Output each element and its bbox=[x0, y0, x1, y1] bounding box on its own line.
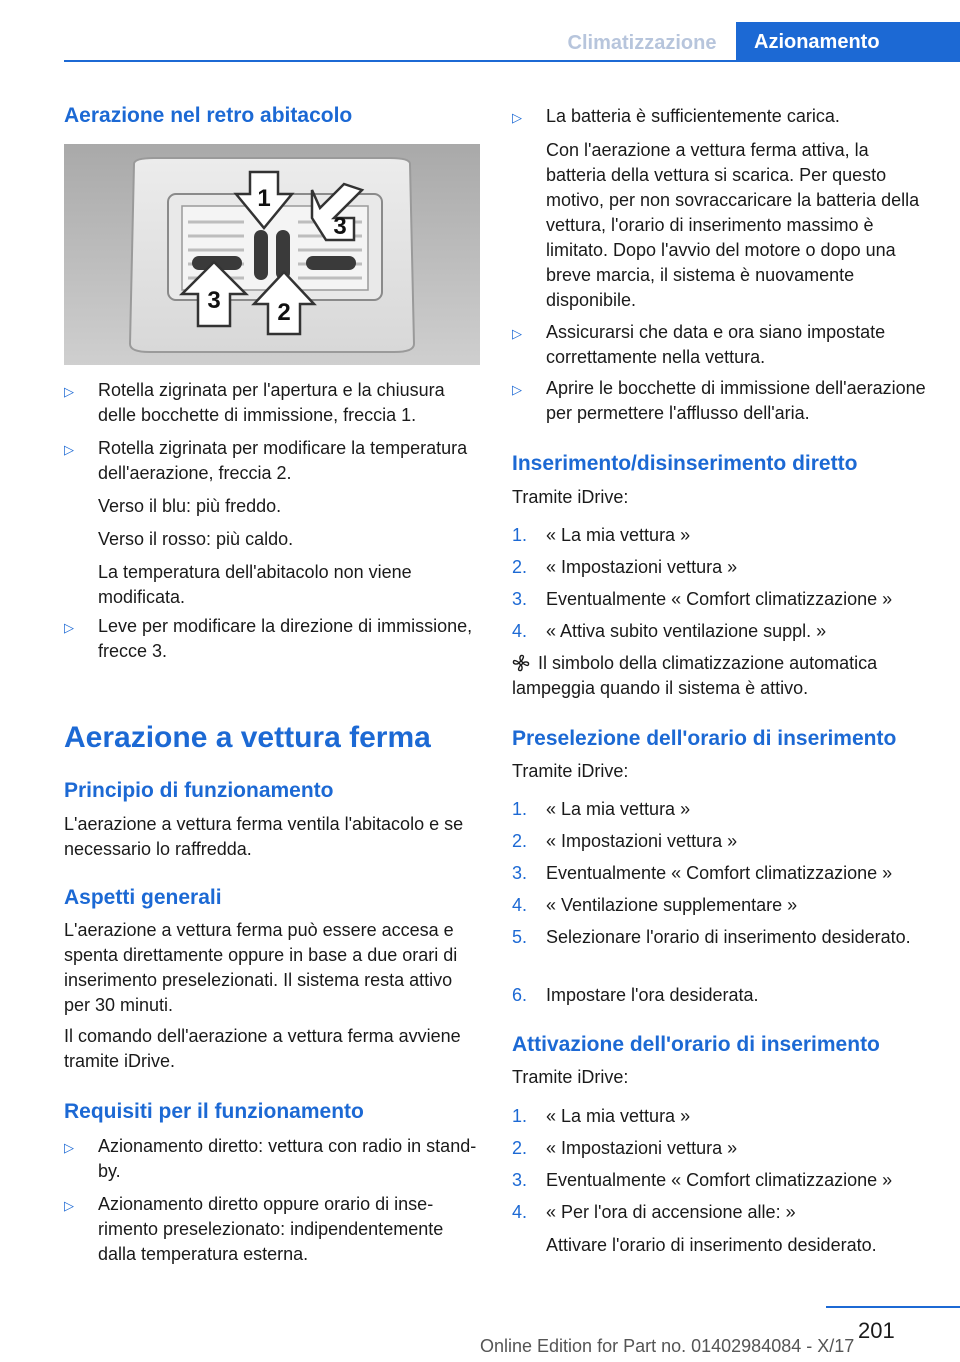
tramite-idrive-2: Tramite iDrive: bbox=[512, 761, 629, 781]
tramite-idrive-1: Tramite iDrive: bbox=[512, 487, 629, 507]
bullet-marker: ▷ bbox=[512, 382, 522, 397]
paragraph-aspetti-2: Il comando dell'aerazione a vettura ferma avviene tramite iDrive. bbox=[64, 1026, 461, 1071]
step-subtext: Attivare l'orario di inserimento desiderato. bbox=[546, 1235, 877, 1255]
step-number: 3. bbox=[512, 1170, 528, 1190]
step-text: « Impostazioni vettura » bbox=[546, 831, 738, 851]
list-item bbox=[512, 829, 928, 854]
bullet-text: Leve per modificare la direzione di immissione, frecce 3. bbox=[98, 616, 473, 661]
step-number: 1. bbox=[512, 525, 528, 545]
bullet-text: Aprire le bocchette di immissione dell'aerazione per permettere l'afflusso dell'aria. bbox=[546, 378, 926, 423]
step-text: Eventualmente « Comfort climatizzazione » bbox=[546, 1170, 893, 1190]
step-number: 4. bbox=[512, 895, 528, 915]
step-text: « Per l'ora di accensione alle: » bbox=[546, 1202, 796, 1222]
list-item bbox=[512, 555, 928, 580]
list-item bbox=[512, 104, 928, 313]
paragraph-aspetti-1: L'aerazione a vettura ferma può essere accesa e spenta direttamente oppure in base a due orari di inserimento preselezionati. Il sistema resta attivo per 30 minuti. bbox=[64, 920, 458, 1015]
bullet-text: Azionamento diretto: vettura con radio in stand-by. bbox=[98, 1136, 477, 1181]
bullet-subtext: La temperatura dell'abitacolo non viene modificata. bbox=[98, 562, 412, 607]
list-item bbox=[512, 587, 928, 612]
heading-aspetti: Aspetti generali bbox=[64, 886, 222, 909]
figure-label-1: 1 bbox=[257, 185, 271, 212]
footer-rule bbox=[826, 1306, 960, 1308]
bullet-text: Assicurarsi che data e ora siano impostate correttamente nella vettura. bbox=[546, 322, 886, 367]
bullet-marker: ▷ bbox=[64, 442, 74, 457]
paragraph-principio: L'aerazione a vettura ferma ventila l'abitacolo e se necessario lo raffredda. bbox=[64, 814, 464, 859]
list-item bbox=[64, 436, 478, 610]
list-item bbox=[512, 376, 928, 426]
step-number: 6. bbox=[512, 985, 528, 1005]
bullet-subtext: Con l'aerazione a vettura ferma attiva, la batteria della vettura si scarica. Per questo motivo, per non sovraccaricare la batteria della vettura, l'orario di inserimento massimo è limitato. Dopo l'avvio del motore o dopo una breve marcia, il sistema è nuovamente disponibile. bbox=[546, 140, 920, 310]
edition-text: Online Edition for Part no. 01402984084 - X/17 bbox=[480, 1336, 855, 1356]
list-item bbox=[64, 614, 478, 664]
step-number: 4. bbox=[512, 621, 528, 641]
step-text: Selezionare l'orario di inserimento desiderato. bbox=[546, 927, 911, 947]
heading-requisiti: Requisiti per il funzionamento bbox=[64, 1100, 364, 1123]
header-rule bbox=[64, 60, 960, 62]
step-number: 3. bbox=[512, 589, 528, 609]
rear-vent-illustration bbox=[64, 144, 480, 365]
bullet-marker: ▷ bbox=[64, 384, 74, 399]
step-text: Eventualmente « Comfort climatizzazione » bbox=[546, 589, 893, 609]
rear-vent-figure bbox=[64, 144, 480, 365]
list-item bbox=[512, 1104, 928, 1129]
page-header bbox=[0, 0, 960, 62]
list-item bbox=[64, 1134, 478, 1184]
list-item bbox=[512, 1200, 928, 1258]
heading-preselezione: Preselezione dell'orario di inserimento bbox=[512, 727, 897, 750]
figure-label-2: 2 bbox=[277, 299, 291, 326]
bullet-marker: ▷ bbox=[64, 1140, 74, 1155]
step-number: 5. bbox=[512, 927, 528, 947]
bullet-text: Azionamento diretto oppure orario di inserimento preselezionato: indipendentemente dalla temperatura esterna. bbox=[98, 1194, 444, 1264]
note-paragraph bbox=[512, 651, 928, 701]
list-item bbox=[64, 1192, 478, 1267]
step-text: « Impostazioni vettura » bbox=[546, 557, 738, 577]
list-item bbox=[512, 320, 928, 370]
list-item bbox=[512, 1136, 928, 1161]
step-text: Eventualmente « Comfort climatizzazione » bbox=[546, 863, 893, 883]
figure-label-3-top: 3 bbox=[333, 213, 347, 240]
list-item bbox=[512, 893, 928, 918]
list-item bbox=[512, 861, 928, 886]
list-item bbox=[512, 797, 928, 822]
step-number: 2. bbox=[512, 1138, 528, 1158]
bullet-subtext: Verso il rosso: più caldo. bbox=[98, 529, 294, 549]
tramite-idrive-3: Tramite iDrive: bbox=[512, 1067, 629, 1087]
list-item bbox=[512, 983, 928, 1008]
bullet-text: Rotella zigrinata per modificare la temperatura dell'aerazione, freccia 2. bbox=[98, 438, 468, 483]
step-number: 2. bbox=[512, 831, 528, 851]
list-item bbox=[512, 925, 928, 950]
bullet-marker: ▷ bbox=[512, 326, 522, 341]
fan-icon bbox=[512, 654, 530, 672]
step-number: 1. bbox=[512, 1106, 528, 1126]
header-section-tab: Climatizzazione bbox=[567, 32, 717, 54]
heading-diretto: Inserimento/disinserimento diretto bbox=[512, 452, 858, 475]
bullet-subtext: Verso il blu: più freddo. bbox=[98, 496, 282, 516]
step-text: « Attiva subito ventilazione suppl. » bbox=[546, 621, 827, 641]
step-text: « Impostazioni vettura » bbox=[546, 1138, 738, 1158]
heading-attivazione: Attivazione dell'orario di inserimento bbox=[512, 1033, 880, 1056]
figure-label-3-bottom: 3 bbox=[207, 287, 221, 314]
step-text: Impostare l'ora desiderata. bbox=[546, 985, 759, 1005]
list-item bbox=[64, 378, 478, 428]
bullet-text: La batteria è sufficientemente carica. bbox=[546, 106, 840, 126]
step-number: 1. bbox=[512, 799, 528, 819]
chapter-title: Aerazione a vettura ferma bbox=[64, 721, 431, 754]
list-item bbox=[512, 619, 928, 644]
header-chapter-tab: Azionamento bbox=[736, 22, 960, 62]
note-text: Il simbolo della climatizzazione automatica lampeggia quando il sistema è attivo. bbox=[512, 653, 878, 698]
step-number: 4. bbox=[512, 1202, 528, 1222]
step-number: 2. bbox=[512, 557, 528, 577]
step-text: « La mia vettura » bbox=[546, 525, 691, 545]
bullet-marker: ▷ bbox=[512, 110, 522, 125]
list-item bbox=[512, 1168, 928, 1193]
bullet-marker: ▷ bbox=[64, 1198, 74, 1213]
step-text: « Ventilazione supplementare » bbox=[546, 895, 798, 915]
bullet-marker: ▷ bbox=[64, 620, 74, 635]
bullet-text: Rotella zigrinata per l'apertura e la chiusura delle bocchette di immissione, freccia 1. bbox=[98, 380, 445, 425]
list-item bbox=[512, 523, 928, 548]
page-number: 201 bbox=[858, 1318, 895, 1343]
heading-aerazione-retro: Aerazione nel retro abitacolo bbox=[64, 104, 353, 127]
step-text: « La mia vettura » bbox=[546, 799, 691, 819]
heading-principio: Principio di funzionamento bbox=[64, 779, 334, 802]
step-number: 3. bbox=[512, 863, 528, 883]
step-text: « La mia vettura » bbox=[546, 1106, 691, 1126]
